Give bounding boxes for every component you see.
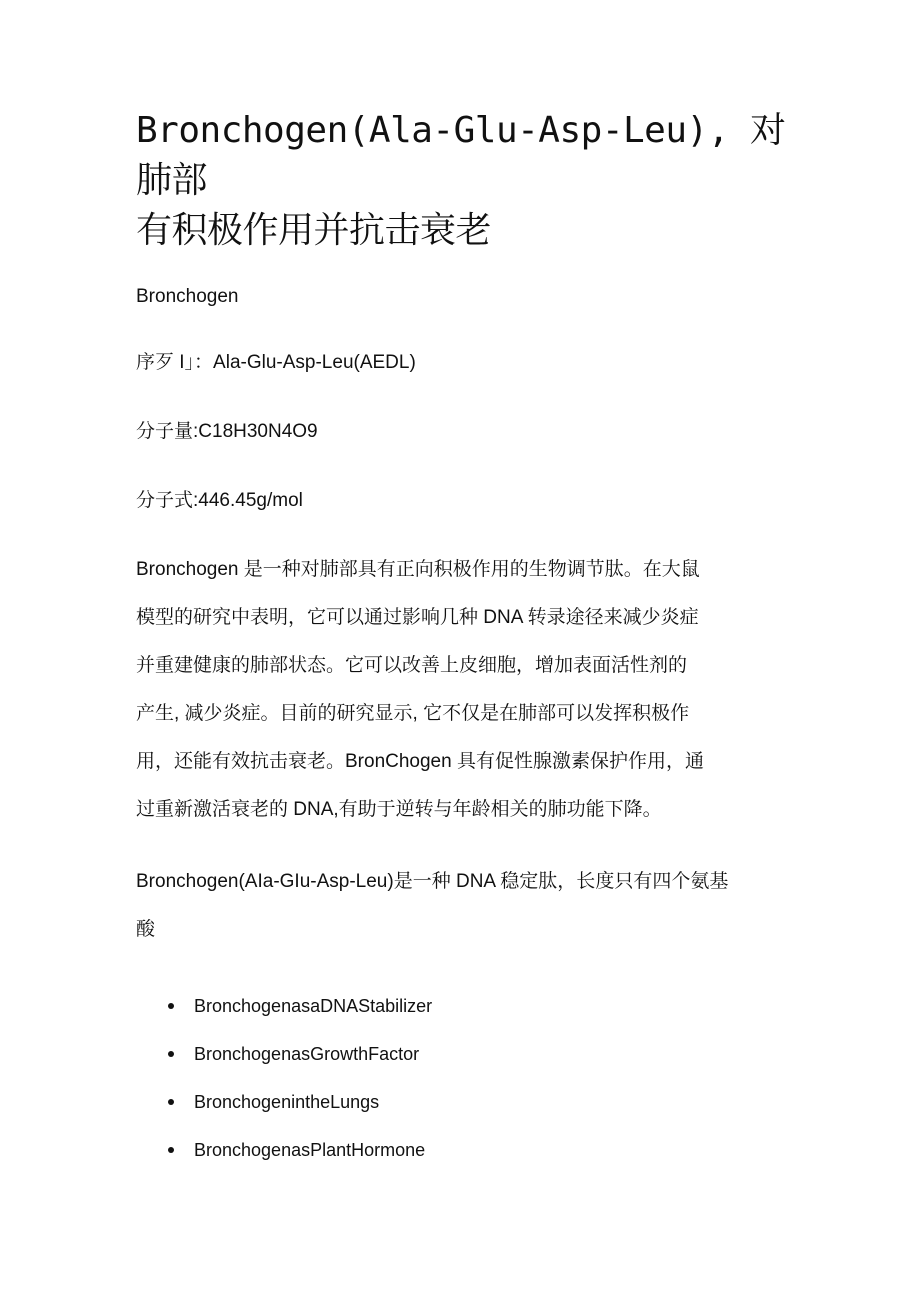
title-line: Bronchogen(Ala-Glu-Asp-Leu), 对肺部	[136, 110, 786, 201]
paragraph-line: 过重新激活衰老的 DNA,有助于逆转与年龄相关的肺功能下降。	[136, 799, 662, 820]
bullet-list	[164, 988, 432, 1180]
list-item-label: BronchogenasGrowthFactor	[194, 1044, 420, 1064]
bullet-icon	[168, 1003, 174, 1009]
paragraph-line: 模型的研究中表明，它可以通过影响几种 DNA 转录途径来减少炎症	[136, 607, 699, 628]
list-item	[164, 1132, 432, 1180]
list-item-label: BronchogenintheLungs	[194, 1092, 380, 1112]
peptide-name: Bronchogen	[136, 286, 239, 307]
list-item	[164, 1084, 432, 1132]
sequence-line: 序歹 I」：Ala-Glu-Asp-Leu(AEDL)	[136, 352, 416, 373]
paragraph-line: 用，还能有效抗击衰老。BronChogen 具有促性腺激素保护作用，通	[136, 751, 704, 772]
bullet-icon	[168, 1147, 174, 1153]
list-item	[164, 1036, 432, 1084]
list-item-label: BronchogenasPlantHormone	[194, 1140, 426, 1160]
title-line: 有积极作用并抗击衰老	[136, 210, 492, 251]
bullet-icon	[168, 1051, 174, 1057]
paragraph-line: Bronchogen(AIa-GIu-Asp-Leu)是一种 DNA 稳定肽，长度只有四个氨基	[136, 871, 729, 892]
list-item	[164, 988, 432, 1036]
paragraph-line: 产生, 减少炎症。目前的研究显示, 它不仅是在肺部可以发挥积极作	[136, 703, 690, 724]
dna-stabilizer-paragraph	[136, 858, 776, 954]
paragraph-line: 酸	[136, 919, 156, 940]
paragraph-line: Bronchogen 是一种对肺部具有正向积极作用的生物调节肽。在大鼠	[136, 559, 700, 580]
molecular-formula-line: 分子量:C18H30N4O9	[136, 421, 318, 442]
bullet-icon	[168, 1099, 174, 1105]
list-item-label: BronchogenasaDNAStabilizer	[194, 996, 433, 1016]
molecular-weight-line: 分子式:446.45g/mol	[136, 490, 303, 511]
paragraph-line: 并重建健康的肺部状态。它可以改善上皮细胞，增加表面活性剂的	[136, 655, 688, 676]
description-paragraph	[136, 546, 776, 834]
page-title	[136, 106, 796, 256]
